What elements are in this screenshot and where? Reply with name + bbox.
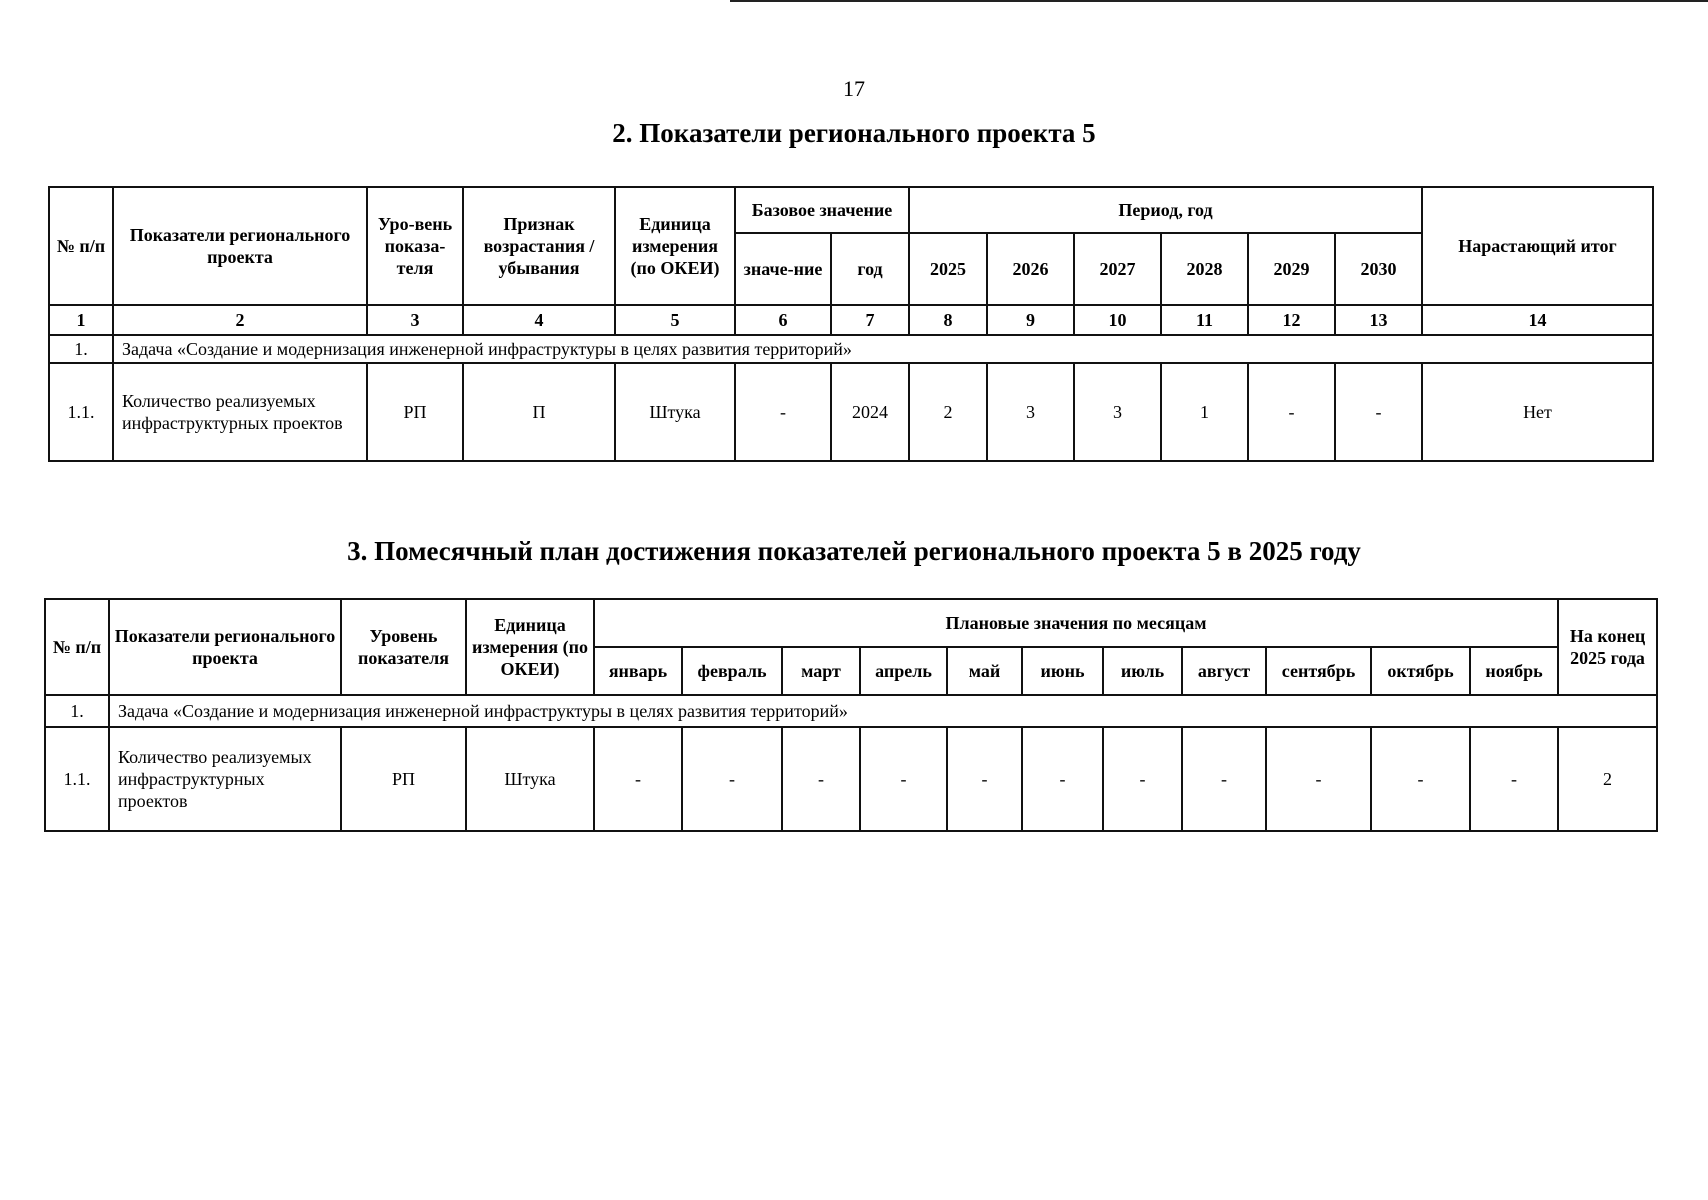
header-num: № п/п (45, 599, 109, 695)
row-unit: Штука (615, 363, 735, 461)
row-year-value: - (1335, 363, 1422, 461)
header-year: 2025 (909, 233, 987, 305)
header-year: 2028 (1161, 233, 1248, 305)
row-year-value: 3 (1074, 363, 1161, 461)
task-text: Задача «Создание и модернизация инженерной инфраструктуры в целях развития территорий» (113, 335, 1653, 363)
row-month-value: - (1022, 727, 1103, 831)
monthly-plan-table (44, 598, 1658, 832)
header-base: Базовое значение (735, 187, 909, 233)
row-base-year: 2024 (831, 363, 909, 461)
header-period: Период, год (909, 187, 1422, 233)
header-year: 2030 (1335, 233, 1422, 305)
task-text: Задача «Создание и модернизация инженерной инфраструктуры в целях развития территорий» (109, 695, 1657, 727)
col-number: 10 (1074, 305, 1161, 335)
col-number: 8 (909, 305, 987, 335)
col-number: 1 (49, 305, 113, 335)
row-month-value: - (947, 727, 1022, 831)
row-num: 1.1. (49, 363, 113, 461)
header-month: август (1182, 647, 1266, 695)
header-month: июнь (1022, 647, 1103, 695)
header-month: январь (594, 647, 682, 695)
header-cumulative: Нарастающий итог (1422, 187, 1653, 305)
task-num: 1. (49, 335, 113, 363)
row-name: Количество реализуемых инфраструктурных проектов (109, 727, 341, 831)
header-month: ноябрь (1470, 647, 1558, 695)
row-cumulative: Нет (1422, 363, 1653, 461)
header-level: Уровень показателя (341, 599, 466, 695)
col-number: 12 (1248, 305, 1335, 335)
col-number: 14 (1422, 305, 1653, 335)
row-trend: П (463, 363, 615, 461)
header-trend: Признак возрастания / убывания (463, 187, 615, 305)
header-month: февраль (682, 647, 782, 695)
col-number: 6 (735, 305, 831, 335)
row-month-value: - (1182, 727, 1266, 831)
header-unit: Единица измерения (по ОКЕИ) (466, 599, 594, 695)
row-year-value: 2 (909, 363, 987, 461)
row-month-value: - (782, 727, 860, 831)
header-indicators: Показатели регионального проекта (113, 187, 367, 305)
header-year: 2026 (987, 233, 1074, 305)
col-number: 13 (1335, 305, 1422, 335)
header-month: апрель (860, 647, 947, 695)
indicators-table (48, 186, 1654, 462)
row-month-value: - (1266, 727, 1371, 831)
row-month-value: - (1371, 727, 1470, 831)
col-number: 9 (987, 305, 1074, 335)
section2-title: 2. Показатели регионального проекта 5 (612, 118, 1096, 148)
header-month: октябрь (1371, 647, 1470, 695)
row-base-value: - (735, 363, 831, 461)
row-num: 1.1. (45, 727, 109, 831)
col-number: 2 (113, 305, 367, 335)
table-row (49, 363, 1653, 461)
row-month-value: - (1103, 727, 1182, 831)
row-month-value: - (594, 727, 682, 831)
header-month: июль (1103, 647, 1182, 695)
header-month: май (947, 647, 1022, 695)
header-base-year: год (831, 233, 909, 305)
row-level: РП (367, 363, 463, 461)
header-base-value: значе-ние (735, 233, 831, 305)
row-month-value: - (682, 727, 782, 831)
header-num: № п/п (49, 187, 113, 305)
section3-title: 3. Помесячный план достижения показателей регионального проекта 5 в 2025 году (347, 536, 1361, 566)
row-end-value: 2 (1558, 727, 1657, 831)
col-number: 3 (367, 305, 463, 335)
row-level: РП (341, 727, 466, 831)
header-year: 2029 (1248, 233, 1335, 305)
header-end: На конец 2025 года (1558, 599, 1657, 695)
table-row (45, 727, 1657, 831)
header-year: 2027 (1074, 233, 1161, 305)
row-name: Количество реализуемых инфраструктурных проектов (113, 363, 367, 461)
col-number: 5 (615, 305, 735, 335)
row-month-value: - (860, 727, 947, 831)
row-month-value: - (1470, 727, 1558, 831)
row-year-value: 3 (987, 363, 1074, 461)
task-num: 1. (45, 695, 109, 727)
page-number: 17 (843, 76, 865, 101)
row-year-value: 1 (1161, 363, 1248, 461)
header-level: Уро-вень показа-теля (367, 187, 463, 305)
row-year-value: - (1248, 363, 1335, 461)
col-number: 4 (463, 305, 615, 335)
header-indicators: Показатели регионального проекта (109, 599, 341, 695)
header-month: сентябрь (1266, 647, 1371, 695)
row-unit: Штука (466, 727, 594, 831)
col-number: 11 (1161, 305, 1248, 335)
header-unit: Единица измерения (по ОКЕИ) (615, 187, 735, 305)
top-border-line (730, 0, 1708, 2)
header-monthly: Плановые значения по месяцам (594, 599, 1558, 647)
header-month: март (782, 647, 860, 695)
col-number: 7 (831, 305, 909, 335)
